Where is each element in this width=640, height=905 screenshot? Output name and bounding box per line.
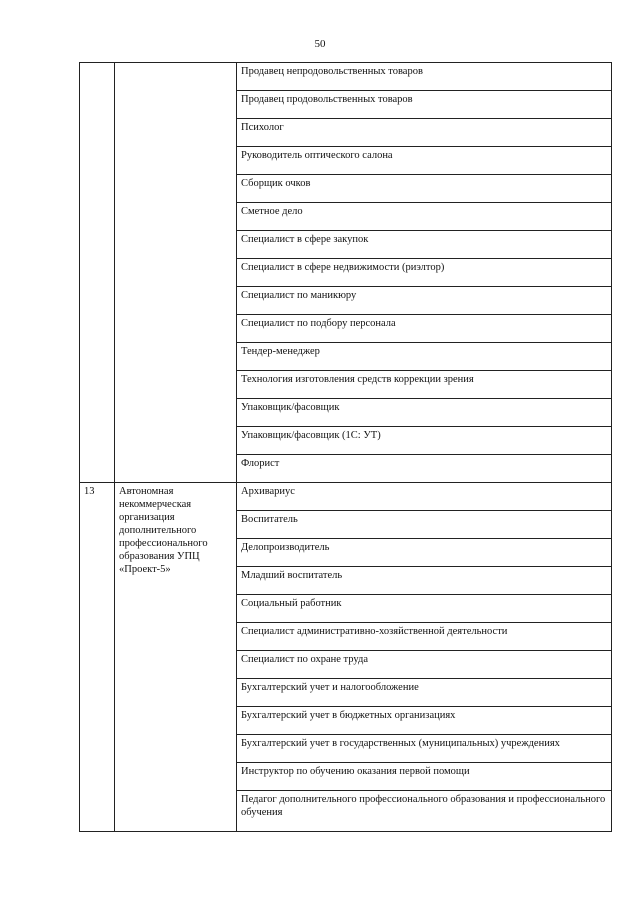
program-cell: Специалист в сфере закупок [237,231,612,259]
program-cell: Младший воспитатель [237,567,612,595]
program-cell: Воспитатель [237,511,612,539]
program-cell: Специалист по охране труда [237,651,612,679]
program-cell: Специалист по подбору персонала [237,315,612,343]
program-cell: Специалист по маникюру [237,287,612,315]
program-cell: Бухгалтерский учет и налогообложение [237,679,612,707]
program-cell: Продавец продовольственных товаров [237,91,612,119]
table-row [80,63,612,91]
program-cell: Упаковщик/фасовщик (1С: УТ) [237,427,612,455]
program-cell: Флорист [237,455,612,483]
program-cell: Руководитель оптического салона [237,147,612,175]
row-number-cell [80,63,115,483]
program-cell: Социальный работник [237,595,612,623]
program-cell: Специалист административно-хозяйственной деятельности [237,623,612,651]
program-cell: Инструктор по обучению оказания первой помощи [237,763,612,791]
program-cell: Психолог [237,119,612,147]
organization-cell: Автономная некоммерческая организация дополнительного профессионального образования УПЦ «Проект-5» [115,483,237,832]
programs-table [79,62,612,832]
program-cell: Педагог дополнительного профессионального образования и профессионального обучения [237,791,612,832]
program-cell: Технология изготовления средств коррекции зрения [237,371,612,399]
program-cell: Бухгалтерский учет в бюджетных организациях [237,707,612,735]
program-cell: Продавец непродовольственных товаров [237,63,612,91]
row-number-cell: 13 [80,483,115,832]
program-cell: Специалист в сфере недвижимости (риэлтор) [237,259,612,287]
program-cell: Тендер-менеджер [237,343,612,371]
programs-table-body [80,63,612,832]
program-cell: Бухгалтерский учет в государственных (муниципальных) учреждениях [237,735,612,763]
program-cell: Упаковщик/фасовщик [237,399,612,427]
table-row [80,483,612,511]
program-cell: Архивариус [237,483,612,511]
program-cell: Сборщик очков [237,175,612,203]
page-number: 50 [314,38,326,50]
program-cell: Сметное дело [237,203,612,231]
organization-cell [115,63,237,483]
program-cell: Делопроизводитель [237,539,612,567]
